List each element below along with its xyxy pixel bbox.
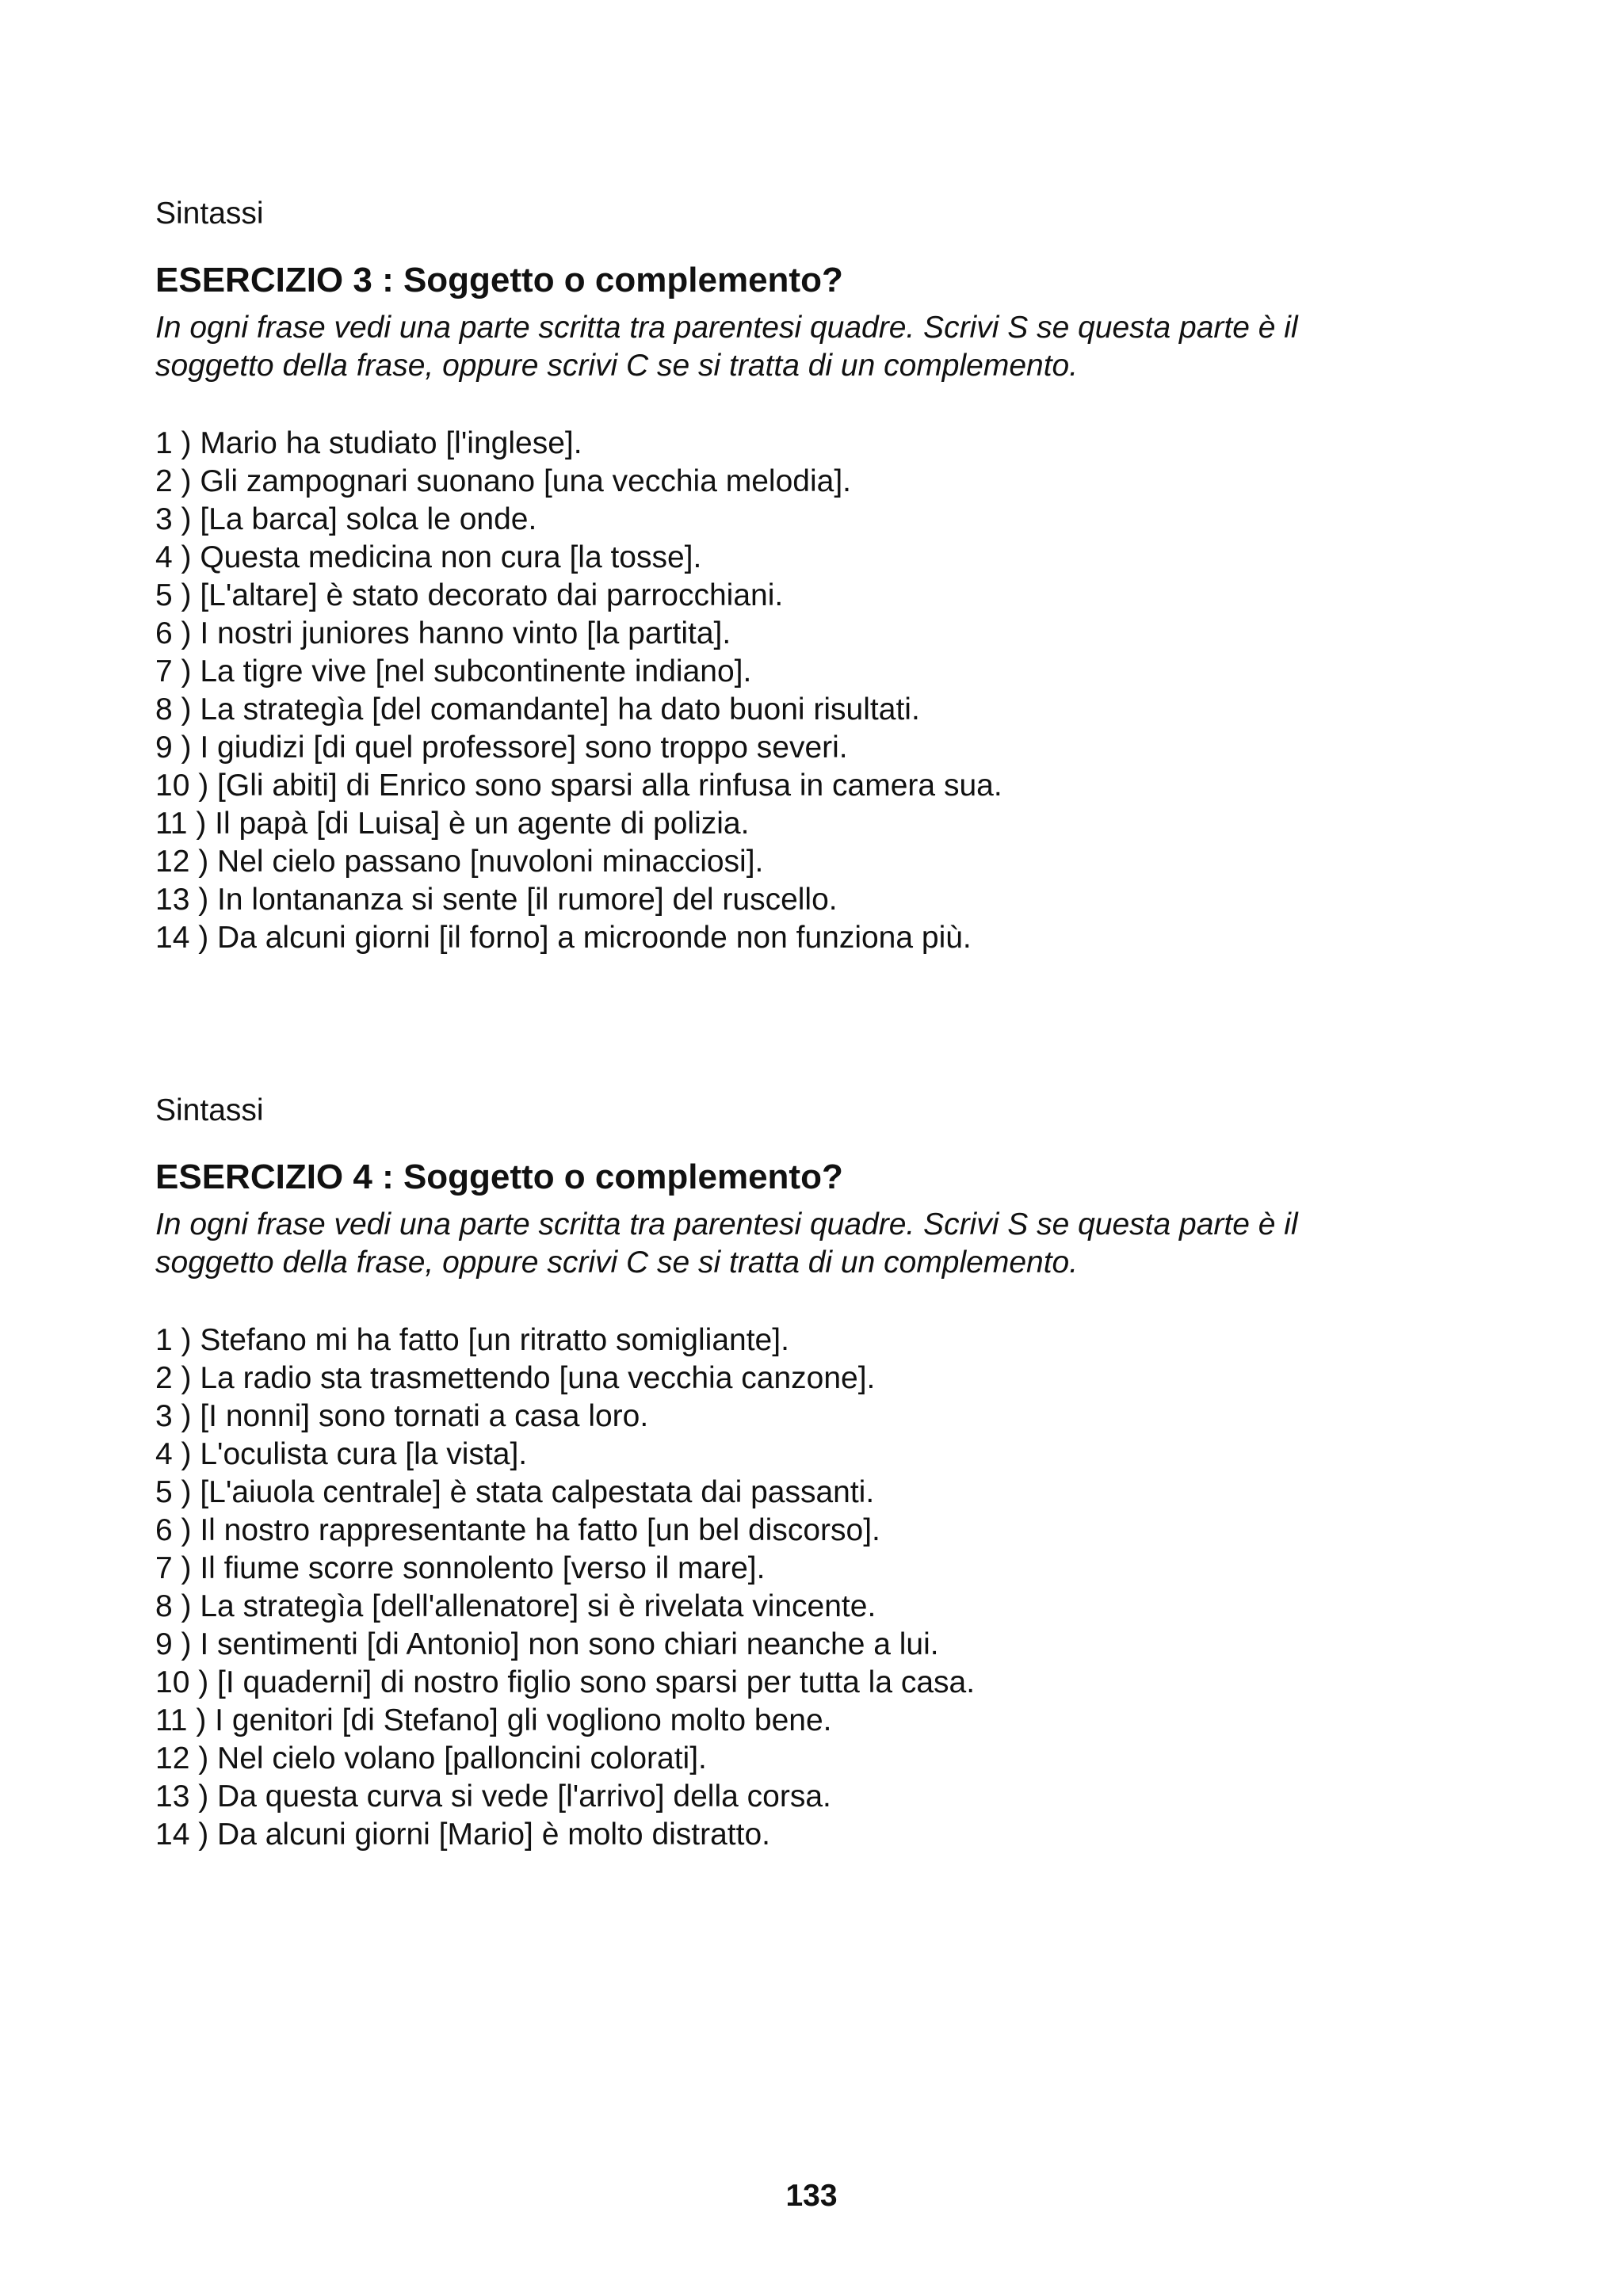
- exercise-3-section: [155, 195, 1503, 957]
- sentence-list: [155, 425, 1503, 957]
- sentence-item: 2 ) Gli zampognari suonano [una vecchia melodia].: [155, 464, 851, 498]
- sentence-item: 5 ) [L'aiuola centrale] è stata calpestata dai passanti.: [155, 1475, 875, 1509]
- sentence-item: 8 ) La strategìa [del comandante] ha dato buoni risultati.: [155, 692, 920, 727]
- sentence-item: 2 ) La radio sta trasmettendo [una vecchia canzone].: [155, 1361, 876, 1395]
- sentence-item: 9 ) I giudizi [di quel professore] sono troppo severi.: [155, 730, 848, 765]
- instructions-line: In ogni frase vedi una parte scritta tra parentesi quadre. Scrivi S se questa parte è il: [155, 1207, 1298, 1241]
- sentence-item: 3 ) [I nonni] sono tornati a casa loro.: [155, 1399, 649, 1433]
- sentence-item: 11 ) I genitori [di Stefano] gli vogliono molto bene.: [155, 1703, 832, 1737]
- instructions-line: soggetto della frase, oppure scrivi C se si tratta di un complemento.: [155, 1245, 1079, 1280]
- sentence-item: 14 ) Da alcuni giorni [il forno] a microonde non funziona più.: [155, 921, 972, 955]
- sentence-item: 1 ) Stefano mi ha fatto [un ritratto somigliante].: [155, 1323, 789, 1357]
- sentence-item: 7 ) Il fiume scorre sonnolento [verso il mare].: [155, 1551, 766, 1585]
- exercise-4-section: [155, 1092, 1503, 1854]
- sentence-item: 8 ) La strategìa [dell'allenatore] si è rivelata vincente.: [155, 1589, 876, 1623]
- sentence-item: 14 ) Da alcuni giorni [Mario] è molto distratto.: [155, 1817, 771, 1852]
- sentence-item: 6 ) Il nostro rappresentante ha fatto [un bel discorso].: [155, 1513, 880, 1547]
- page-number: 133: [785, 2179, 838, 2213]
- sentence-item: 7 ) La tigre vive [nel subcontinente indiano].: [155, 654, 752, 688]
- sentence-item: 13 ) Da questa curva si vede [l'arrivo] della corsa.: [155, 1779, 831, 1814]
- instructions-line: soggetto della frase, oppure scrivi C se si tratta di un complemento.: [155, 349, 1079, 383]
- sentence-item: 6 ) I nostri juniores hanno vinto [la partita].: [155, 616, 731, 650]
- sentence-item: 4 ) L'oculista cura [la vista].: [155, 1437, 528, 1471]
- sentence-item: 13 ) In lontananza si sente [il rumore] del ruscello.: [155, 883, 838, 917]
- sentence-item: 4 ) Questa medicina non cura [la tosse].: [155, 540, 702, 574]
- sentence-item: 3 ) [La barca] solca le onde.: [155, 502, 537, 536]
- sentence-item: 1 ) Mario ha studiato [l'inglese].: [155, 426, 582, 460]
- sentence-item: 10 ) [Gli abiti] di Enrico sono sparsi alla rinfusa in camera sua.: [155, 769, 1002, 803]
- sentence-list: [155, 1322, 1503, 1854]
- exercise-instructions: [155, 1206, 1503, 1282]
- section-label: Sintassi: [155, 196, 264, 231]
- sentence-item: 9 ) I sentimenti [di Antonio] non sono chiari neanche a lui.: [155, 1627, 939, 1661]
- sentence-item: 12 ) Nel cielo volano [palloncini colorati].: [155, 1741, 707, 1775]
- sentence-item: 5 ) [L'altare] è stato decorato dai parrocchiani.: [155, 578, 784, 612]
- sentence-item: 12 ) Nel cielo passano [nuvoloni minacciosi].: [155, 845, 764, 879]
- sentence-item: 11 ) Il papà [di Luisa] è un agente di polizia.: [155, 807, 750, 841]
- exercise-title: ESERCIZIO 3 : Soggetto o complemento?: [155, 261, 843, 299]
- sentence-item: 10 ) [I quaderni] di nostro figlio sono sparsi per tutta la casa.: [155, 1665, 976, 1699]
- instructions-line: In ogni frase vedi una parte scritta tra parentesi quadre. Scrivi S se questa parte è il: [155, 311, 1298, 345]
- exercise-title: ESERCIZIO 4 : Soggetto o complemento?: [155, 1158, 843, 1196]
- exercise-instructions: [155, 309, 1503, 385]
- section-label: Sintassi: [155, 1093, 264, 1127]
